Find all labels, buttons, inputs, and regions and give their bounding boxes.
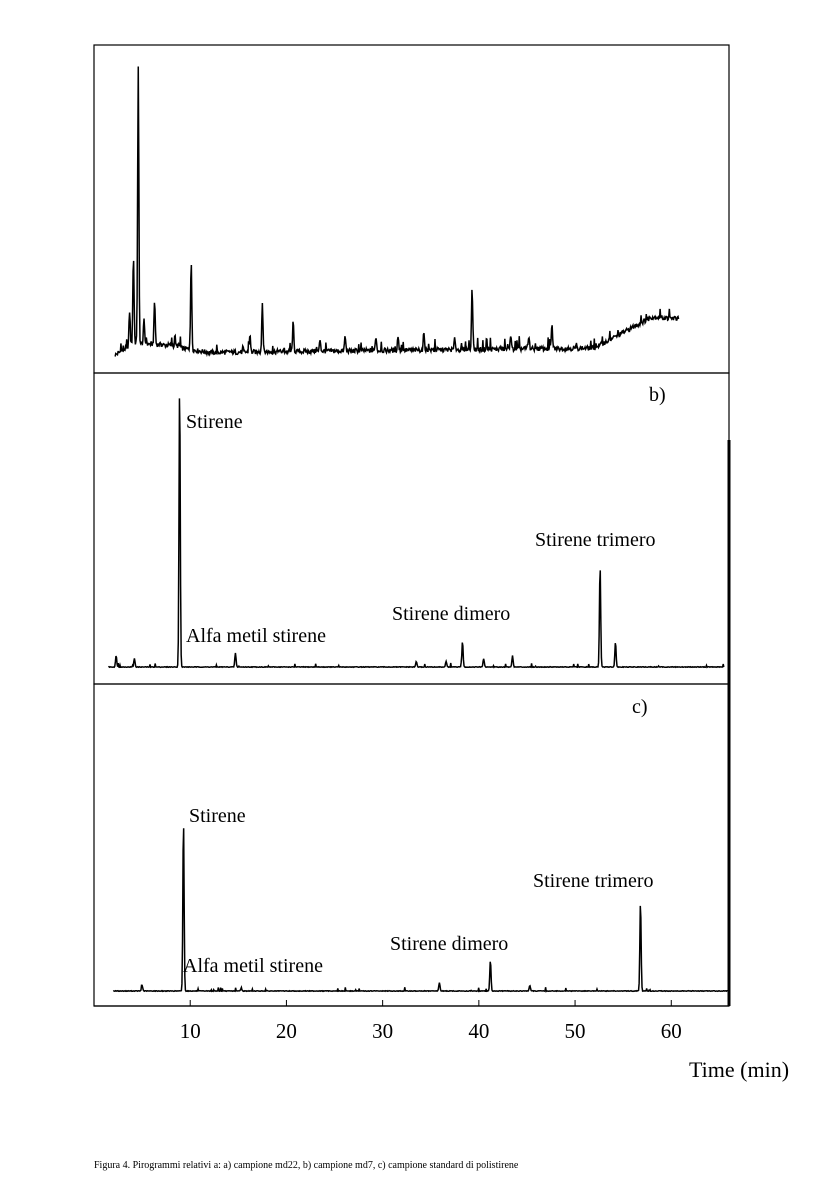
- peak-labels-group: [183, 411, 656, 977]
- x-tick-label-50: 50: [564, 1019, 586, 1043]
- panel-label-b: b): [649, 384, 666, 406]
- peak-label-c-stirene: Stirene: [189, 805, 246, 827]
- x-axis-label: Time (min): [689, 1057, 790, 1082]
- x-tick-label-30: 30: [372, 1019, 394, 1043]
- peak-label-c-alfa-metil-stirene: Alfa metil stirene: [183, 955, 323, 977]
- x-tick-label-40: 40: [468, 1019, 490, 1043]
- panel-a-frame: [94, 45, 729, 373]
- peak-label-c-stirene-trimero: Stirene trimero: [533, 870, 654, 892]
- peak-label-b-stirene-dimero: Stirene dimero: [392, 603, 511, 625]
- x-tick-label-10: 10: [179, 1019, 201, 1043]
- panel-label-c: c): [632, 696, 648, 718]
- peak-label-b-stirene: Stirene: [186, 411, 243, 433]
- peak-label-c-stirene-dimero: Stirene dimero: [390, 933, 509, 955]
- x-tick-label-60: 60: [660, 1019, 682, 1043]
- x-tick-label-20: 20: [275, 1019, 297, 1043]
- peak-label-b-alfa-metil-stirene: Alfa metil stirene: [186, 625, 326, 647]
- figure-caption: Figura 4. Pirogrammi relativi a: a) campione md22, b) campione md7, c) campione standard di polistirene: [94, 1160, 519, 1171]
- peak-label-b-stirene-trimero: Stirene trimero: [535, 529, 656, 551]
- trace-panel-a: [115, 67, 678, 357]
